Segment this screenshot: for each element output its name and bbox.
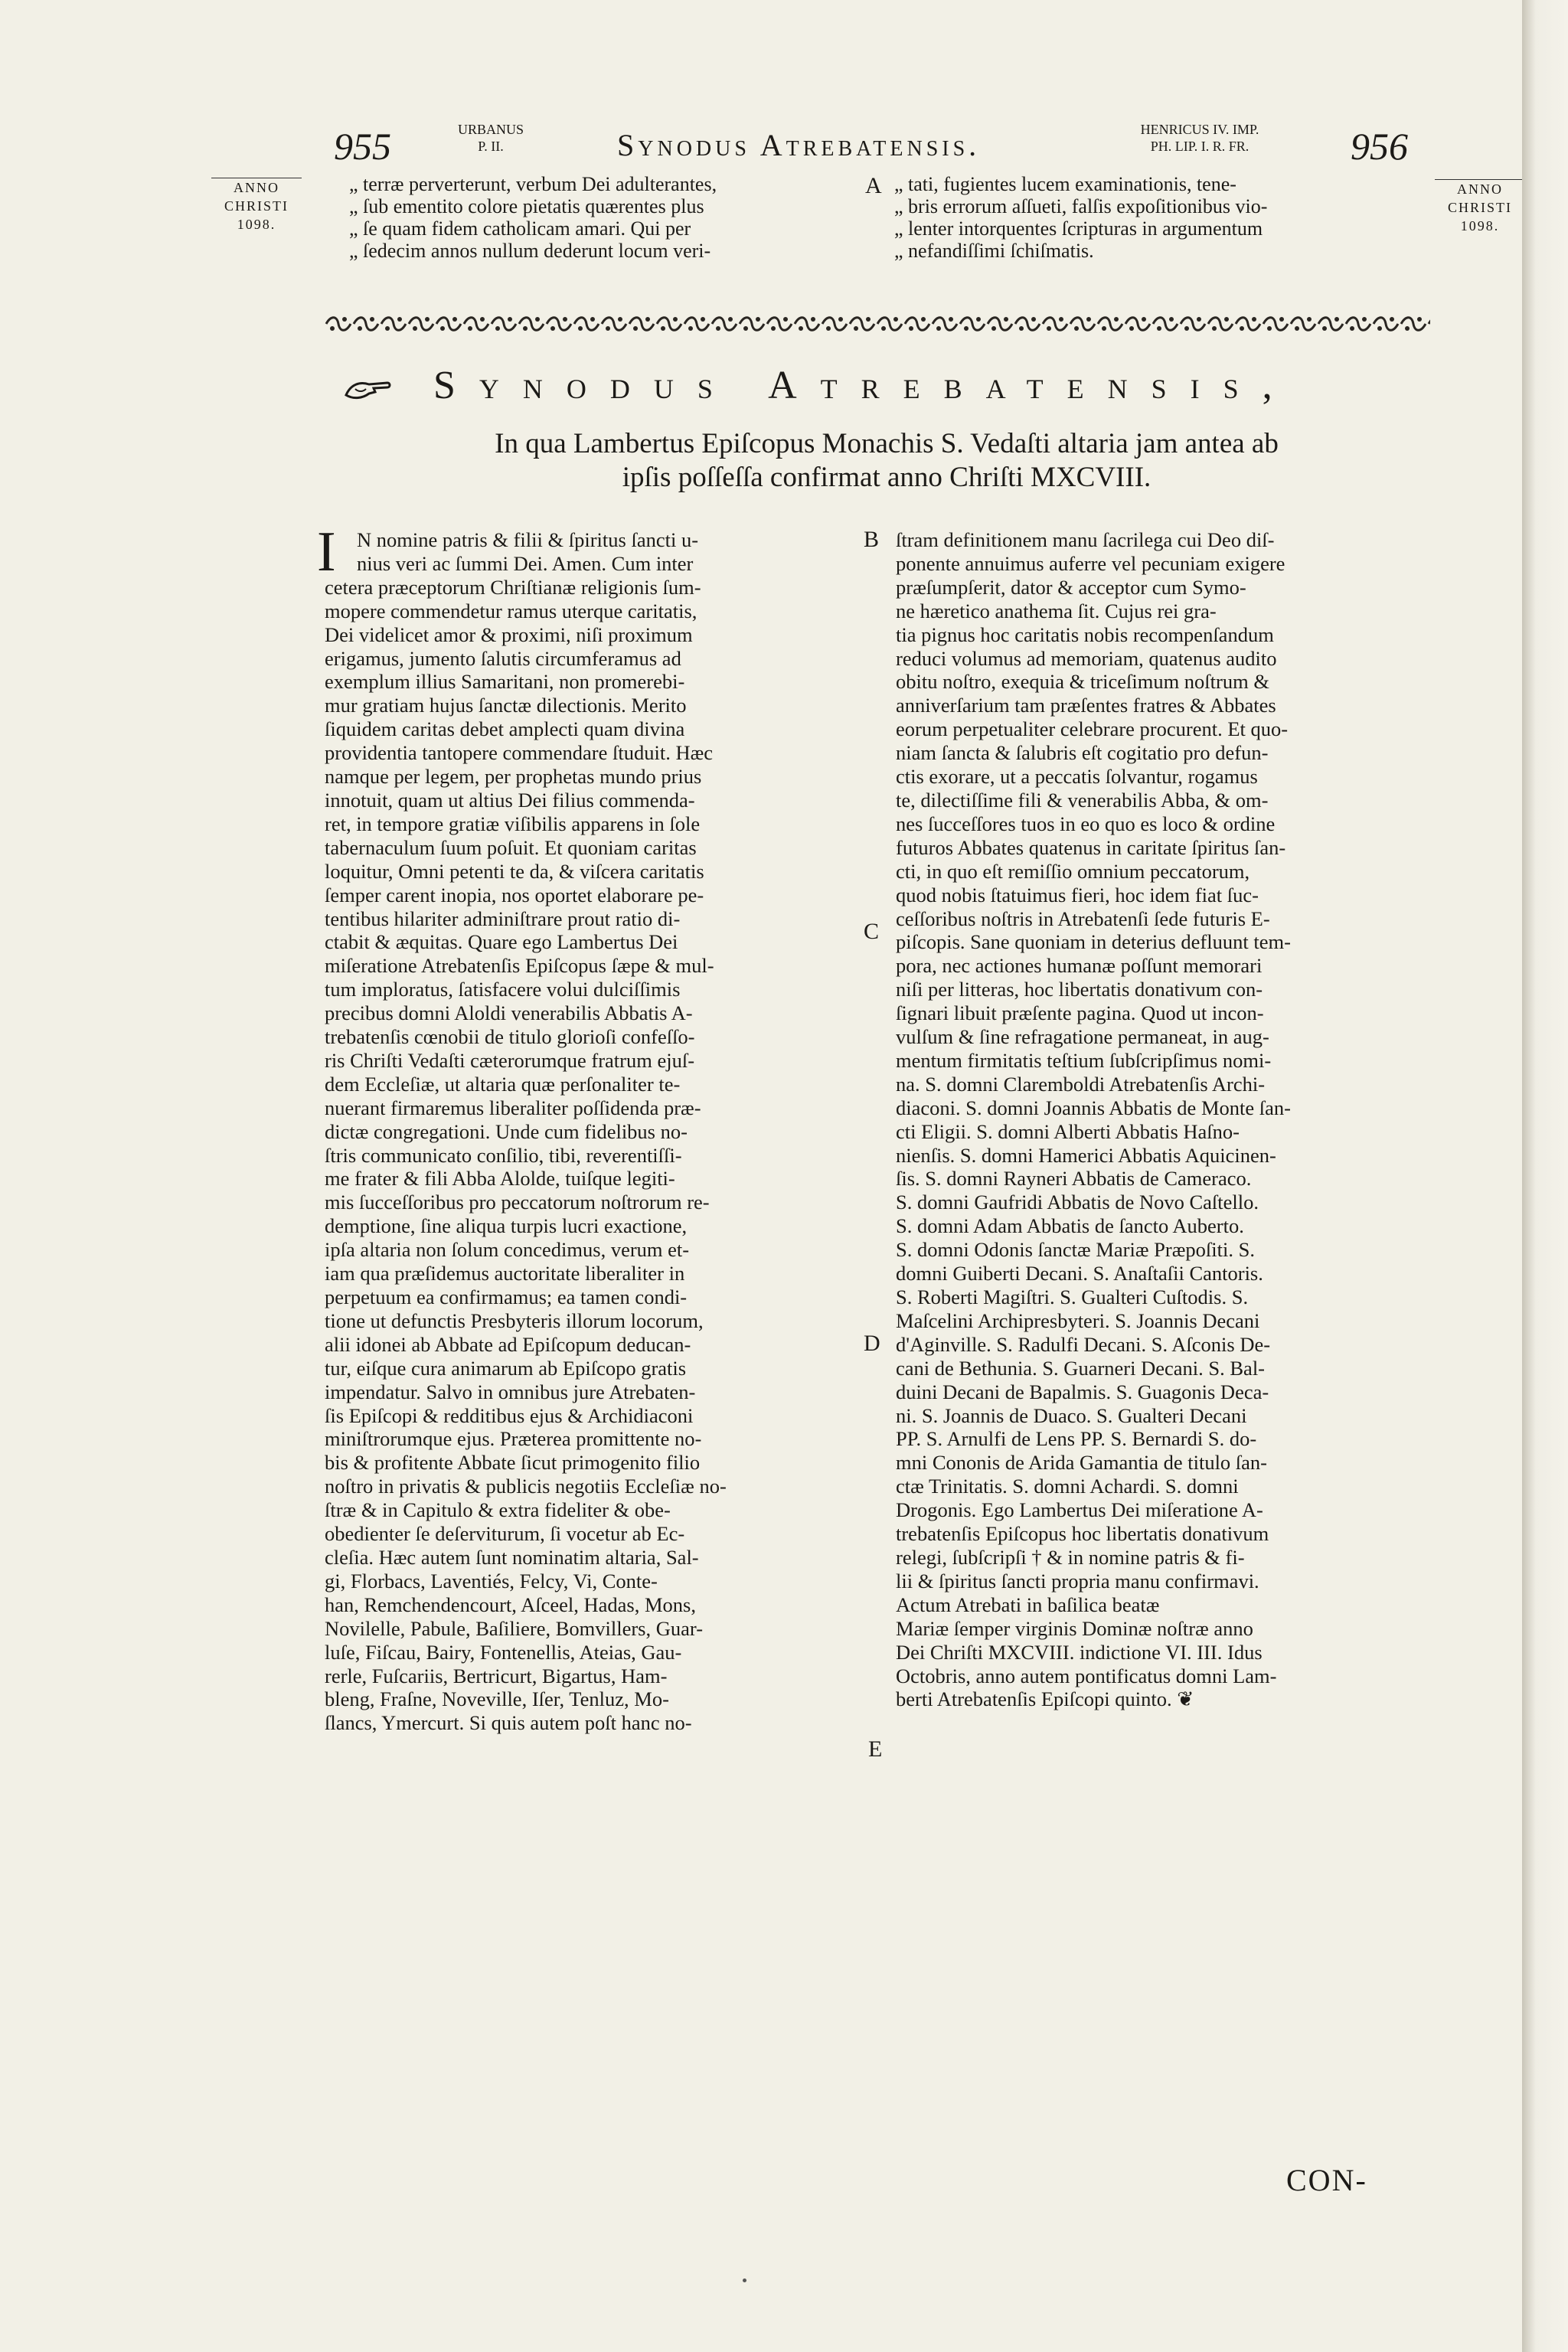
text-line: tia pignus hoc caritatis nobis recompenſandum	[896, 622, 1274, 646]
text-line: ſemper carent inopia, nos oportet elaborare pe-	[325, 883, 704, 906]
text-line: trebatenſis cœnobii de titulo glorioſi confeſſo-	[325, 1025, 695, 1049]
text-line: cti, in quo eſt remiſſio omnium peccatorum,	[896, 859, 1250, 883]
text-line: dem Eccleſiæ, ut altaria quæ perſonaliter te-	[325, 1072, 681, 1096]
text-line: anniverſarium tam præſentes fratres & Abbates	[896, 694, 1276, 717]
text-line: gi, Florbacs, Laventiés, Felcy, Vi, Conte-	[325, 1569, 658, 1592]
running-head-right-line1: HENRICUS IV. IMP.	[1140, 122, 1259, 137]
text-line: cani de Bethunia. S. Guarneri Decani. S. Bal-	[896, 1356, 1266, 1380]
text-line: S. domni Gaufridi Abbatis de Novo Caſtello.	[896, 1191, 1259, 1214]
text-line: niſi per litteras, hoc libertatis donativum con-	[896, 978, 1263, 1001]
margin-mark-b: B	[864, 527, 880, 552]
text-line: trebatenſis Epiſcopus hoc libertatis donativum	[896, 1522, 1269, 1546]
drop-cap: I	[317, 521, 336, 583]
text-line: Dei videlicet amor & proximi, niſi proximum	[325, 622, 693, 646]
christi-label: CHRISTI	[224, 198, 289, 214]
text-line: lii & ſpiritus ſancti propria manu confirmavi.	[896, 1569, 1259, 1592]
text-line: bis & profitente Abbate ſicut primogenito filio	[325, 1451, 701, 1475]
running-head-right-line2: PH. LIP. I. R. FR.	[1150, 139, 1250, 154]
text-line: ſtram definitionem manu ſacrilega cui Deo diſ-	[896, 528, 1275, 551]
anno-label: ANNO	[1435, 179, 1525, 198]
text-line: ſtris communicato conſilio, tibi, reverentiſſi-	[325, 1143, 682, 1167]
page-number-left: 955	[334, 125, 391, 168]
text-line: nes ſucceſſores tuos in eo quo es loco & ordine	[896, 812, 1276, 835]
text-line: relegi, ſubſcripſi † & in nomine patris & fi-	[896, 1545, 1245, 1569]
text-line: Actum Atrebati in baſilica beatæ	[896, 1592, 1160, 1616]
text-line: namque per legem, per prophetas mundo prius	[325, 765, 702, 789]
text-line: „ nefandiſſimi ſchiſmatis.	[894, 240, 1094, 262]
ornamental-rule	[325, 312, 1430, 335]
text-line: rerle, Fuſcariis, Bertricurt, Bigartus, Ham-	[325, 1664, 668, 1687]
running-head-left-line1: URBANUS	[457, 122, 524, 137]
text-line: dictæ congregationi. Unde cum fidelibus no-	[325, 1119, 688, 1143]
text-line: eorum perpetualiter celebrare procurent. Et quo-	[896, 717, 1289, 741]
text-line: domni Guiberti Decani. S. Anaſtaſii Cantoris.	[896, 1262, 1263, 1285]
text-line: „ tati, fugientes lucem examinationis, tene-	[894, 173, 1236, 195]
year-label: 1098.	[1460, 218, 1500, 234]
text-line: luſe, Fiſcau, Bairy, Fontenellis, Ateias, Gau-	[325, 1640, 682, 1664]
text-line: futuros Abbates quatenus in caritate ſpiritus ſan-	[896, 835, 1286, 859]
text-line: ſis Epiſcopi & redditibus ejus & Archidiaconi	[325, 1403, 694, 1427]
catchword: CON-	[1286, 2163, 1367, 2197]
text-line: tabernaculum ſuum poſuit. Et quoniam caritas	[325, 835, 697, 859]
pointing-hand-icon	[343, 374, 392, 404]
text-line: ceſſoribus noſtris in Atrebatenſi ſede futuris E-	[896, 906, 1270, 930]
text-line: cti Eligii. S. domni Alberti Abbatis Haſno-	[896, 1119, 1240, 1143]
section-subtitle	[343, 427, 1430, 495]
text-line: na. S. domni Claremboldi Atrebatenſis Archi-	[896, 1072, 1266, 1096]
text-line: miſeratione Atrebatenſis Epiſcopus ſæpe & mul-	[325, 954, 714, 978]
running-title: Synodus Atrebatensis.	[617, 128, 981, 162]
text-line: Novilelle, Pabule, Baſiliere, Bomvillers, Guar-	[325, 1616, 704, 1640]
text-line: innotuit, quam ut altius Dei filius commenda-	[325, 788, 695, 812]
text-line: ſlancs, Ymercurt. Si quis autem poſt hanc no-	[325, 1711, 692, 1735]
previous-text-left	[349, 173, 870, 262]
anno-christi-left	[211, 178, 302, 234]
text-line: ret, in tempore gratiæ viſibilis apparens in ſole	[325, 812, 701, 835]
text-line: „ ſe quam fidem catholicam amari. Qui per	[349, 217, 691, 240]
text-line: ris Chriſti Vedaſti cæterorumque fratrum ejuſ-	[325, 1048, 695, 1072]
text-line: Drogonis. Ego Lambertus Dei miſeratione A-	[896, 1498, 1263, 1522]
text-line: reduci volumus ad memoriam, quatenus audito	[896, 646, 1277, 670]
text-line: te, dilectiſſime fili & venerabilis Abba, & om-	[896, 788, 1269, 812]
running-head-right	[1119, 121, 1280, 155]
margin-mark-d: D	[864, 1331, 880, 1356]
text-line: nuerant firmaremus liberaliter poſſidenda præ-	[325, 1096, 701, 1119]
text-line: tentibus hilariter adminiſtrare prout ratio di-	[325, 906, 681, 930]
text-line: ni. S. Joannis de Duaco. S. Gualteri Decani	[896, 1403, 1247, 1427]
anno-label: ANNO	[211, 178, 302, 197]
text-line: „ ſedecim annos nullum dederunt locum veri-	[349, 240, 711, 262]
margin-mark-c: C	[864, 919, 880, 944]
text-line: obitu noſtro, exequia & triceſimum noſtrum &	[896, 670, 1269, 694]
page-number-right: 956	[1351, 125, 1408, 168]
text-line: Mariæ ſemper virginis Dominæ noſtræ anno	[896, 1616, 1253, 1640]
text-line: tione ut defunctis Presbyteris illorum locorum,	[325, 1308, 704, 1332]
text-line: N nomine patris & filii & ſpiritus ſancti u-	[357, 528, 699, 551]
subtitle-line: In qua Lambertus Epiſcopus Monachis S. Vedaſti altaria jam antea ab	[495, 428, 1279, 459]
printer-dot	[743, 2278, 746, 2282]
text-line: ponente annuimus auferre vel pecuniam exigere	[896, 551, 1285, 575]
text-line: ctis exorare, ut a peccatis ſolvantur, rogamus	[896, 765, 1258, 789]
text-line: perpetuum ea confirmamus; ea tamen condi-	[325, 1285, 688, 1308]
left-column	[325, 528, 851, 1735]
text-line: loquitur, Omni petenti te da, & viſcera caritatis	[325, 859, 704, 883]
anno-christi-right	[1435, 179, 1525, 235]
running-head-left	[449, 121, 533, 155]
text-line: diaconi. S. domni Joannis Abbatis de Monte ſan-	[896, 1096, 1291, 1119]
text-line: erigamus, jumento ſalutis circumferamus ad	[325, 646, 681, 670]
text-line: alii idonei ab Abbate ad Epiſcopum deducan-	[325, 1332, 691, 1356]
year-label: 1098.	[237, 217, 276, 232]
text-line: quod nobis ſtatuimus fieri, hoc idem fiat ſuc-	[896, 883, 1259, 906]
text-line: d'Aginville. S. Radulfi Decani. S. Aſconis De-	[896, 1332, 1271, 1356]
text-line: providentia tantopere commendare ſtuduit. Hæc	[325, 741, 714, 765]
text-line: „ ſub ementito colore pietatis quærentes plus	[349, 195, 704, 217]
text-line: S. domni Adam Abbatis de ſancto Auberto.	[896, 1214, 1244, 1238]
text-line: ſtræ & in Capitulo & extra fideliter & obe-	[325, 1498, 671, 1522]
margin-mark-e: E	[868, 1736, 883, 1762]
text-line: S. Roberti Magiſtri. S. Gualteri Cuſtodis. S.	[896, 1285, 1249, 1308]
text-line: tur, eiſque cura animarum ab Epiſcopo gratis	[325, 1356, 687, 1380]
text-line: tum imploratus, ſatisfacere volui dulciſſimis	[325, 978, 681, 1001]
text-line: cleſia. Hæc autem ſunt nominatim altaria, Sal-	[325, 1545, 699, 1569]
text-line: miniſtrorumque ejus. Præterea promittente no-	[325, 1427, 702, 1451]
text-line: ne hæretico anathema ſit. Cujus rei gra-	[896, 599, 1217, 622]
text-line: han, Remchendencourt, Aſceel, Hadas, Mons,	[325, 1592, 696, 1616]
right-column	[896, 528, 1436, 1711]
facing-page-edge	[1522, 0, 1568, 2352]
text-line: mentum firmitatis teſtium ſubſcripſimus nomi-	[896, 1048, 1272, 1072]
text-line: impendatur. Salvo in omnibus jure Atrebaten-	[325, 1380, 696, 1403]
text-line: „ lenter intorquentes ſcripturas in argumentum	[894, 217, 1263, 240]
text-line: duini Decani de Bapalmis. S. Guagonis Deca-	[896, 1380, 1269, 1403]
text-line: ipſa altaria non ſolum concedimus, verum et-	[325, 1238, 690, 1262]
section-title	[343, 363, 1430, 408]
text-line: mis ſucceſſoribus pro peccatorum noſtrorum re-	[325, 1191, 710, 1214]
christi-label: CHRISTI	[1447, 200, 1512, 215]
text-line: ſignari libuit præſente pagina. Quod ut incon-	[896, 1001, 1264, 1025]
text-line: cetera præceptorum Chriſtianæ religionis ſum-	[325, 575, 701, 599]
text-line: obedienter ſe deſerviturum, ſi vocetur ab Ec-	[325, 1522, 685, 1546]
text-line: iam qua præſidemus auctoritate liberaliter in	[325, 1262, 685, 1285]
text-line: niam ſancta & ſalubris eſt cogitatio pro defun-	[896, 741, 1269, 765]
text-line: noſtro in privatis & publicis negotiis Eccleſiæ no-	[325, 1475, 727, 1498]
text-line: ctabit & æquitas. Quare ego Lambertus Dei	[325, 930, 678, 954]
text-line: ſis. S. domni Rayneri Abbatis de Cameraco.	[896, 1167, 1252, 1191]
text-line: S. domni Odonis ſanctæ Mariæ Præpoſiti. S.	[896, 1238, 1255, 1262]
text-line: bleng, Fraſne, Noveville, Iſer, Tenluz, Mo-	[325, 1687, 669, 1711]
previous-text-right	[894, 173, 1438, 262]
text-line: piſcopis. Sane quoniam in deterius defluunt tem-	[896, 930, 1291, 954]
text-line: mur gratiam hujus ſanctæ dilectionis. Merito	[325, 694, 687, 717]
margin-mark-a: A	[865, 173, 882, 198]
text-line: nius veri ac ſummi Dei. Amen. Cum inter	[357, 551, 694, 575]
text-line: Dei Chriſti MXCVIII. indictione VI. III. Idus	[896, 1640, 1263, 1664]
text-line: demptione, ſine aliqua turpis lucri exactione,	[325, 1214, 688, 1238]
text-line: berti Atrebatenſis Epiſcopi quinto. ❦	[896, 1687, 1436, 1711]
text-line: nienſis. S. domni Hamerici Abbatis Aquicinen-	[896, 1143, 1276, 1167]
text-line: mopere commendetur ramus uterque caritatis,	[325, 599, 697, 622]
text-line: ſiquidem caritas debet amplecti quam divina	[325, 717, 685, 741]
subtitle-line: ipſis poſſeſſa confirmat anno Chriſti MXCVIII.	[622, 462, 1152, 493]
text-line: me frater & fili Abba Alolde, tuiſque legiti-	[325, 1167, 675, 1191]
text-line: mni Cononis de Arida Gamantia de titulo ſan-	[896, 1451, 1268, 1475]
text-line: precibus domni Aloldi venerabilis Abbatis A-	[325, 1001, 693, 1025]
section-title-text: Synodus Atrebatensis,	[433, 364, 1296, 407]
text-line: pora, nec actiones humanæ poſſunt memorari	[896, 954, 1263, 978]
text-line: præſumpſerit, dator & acceptor cum Symo-	[896, 575, 1246, 599]
text-line: Octobris, anno autem pontificatus domni Lam-	[896, 1664, 1277, 1687]
text-line: Maſcelini Archipresbyteri. S. Joannis Decani	[896, 1308, 1260, 1332]
text-line: exemplum illius Samaritani, non promerebi-	[325, 670, 685, 694]
text-line: PP. S. Arnulfi de Lens PP. S. Bernardi S. do-	[896, 1427, 1257, 1451]
text-line: „ terræ perverterunt, verbum Dei adulterantes,	[349, 173, 717, 195]
text-line: „ bris errorum aſſueti, falſis expoſitionibus vio-	[894, 195, 1268, 217]
text-line: ctæ Trinitatis. S. domni Achardi. S. domni	[896, 1475, 1239, 1498]
text-line: vulſum & ſine refragatione permaneat, in aug-	[896, 1025, 1269, 1049]
running-head-left-line2: P. II.	[478, 139, 504, 154]
